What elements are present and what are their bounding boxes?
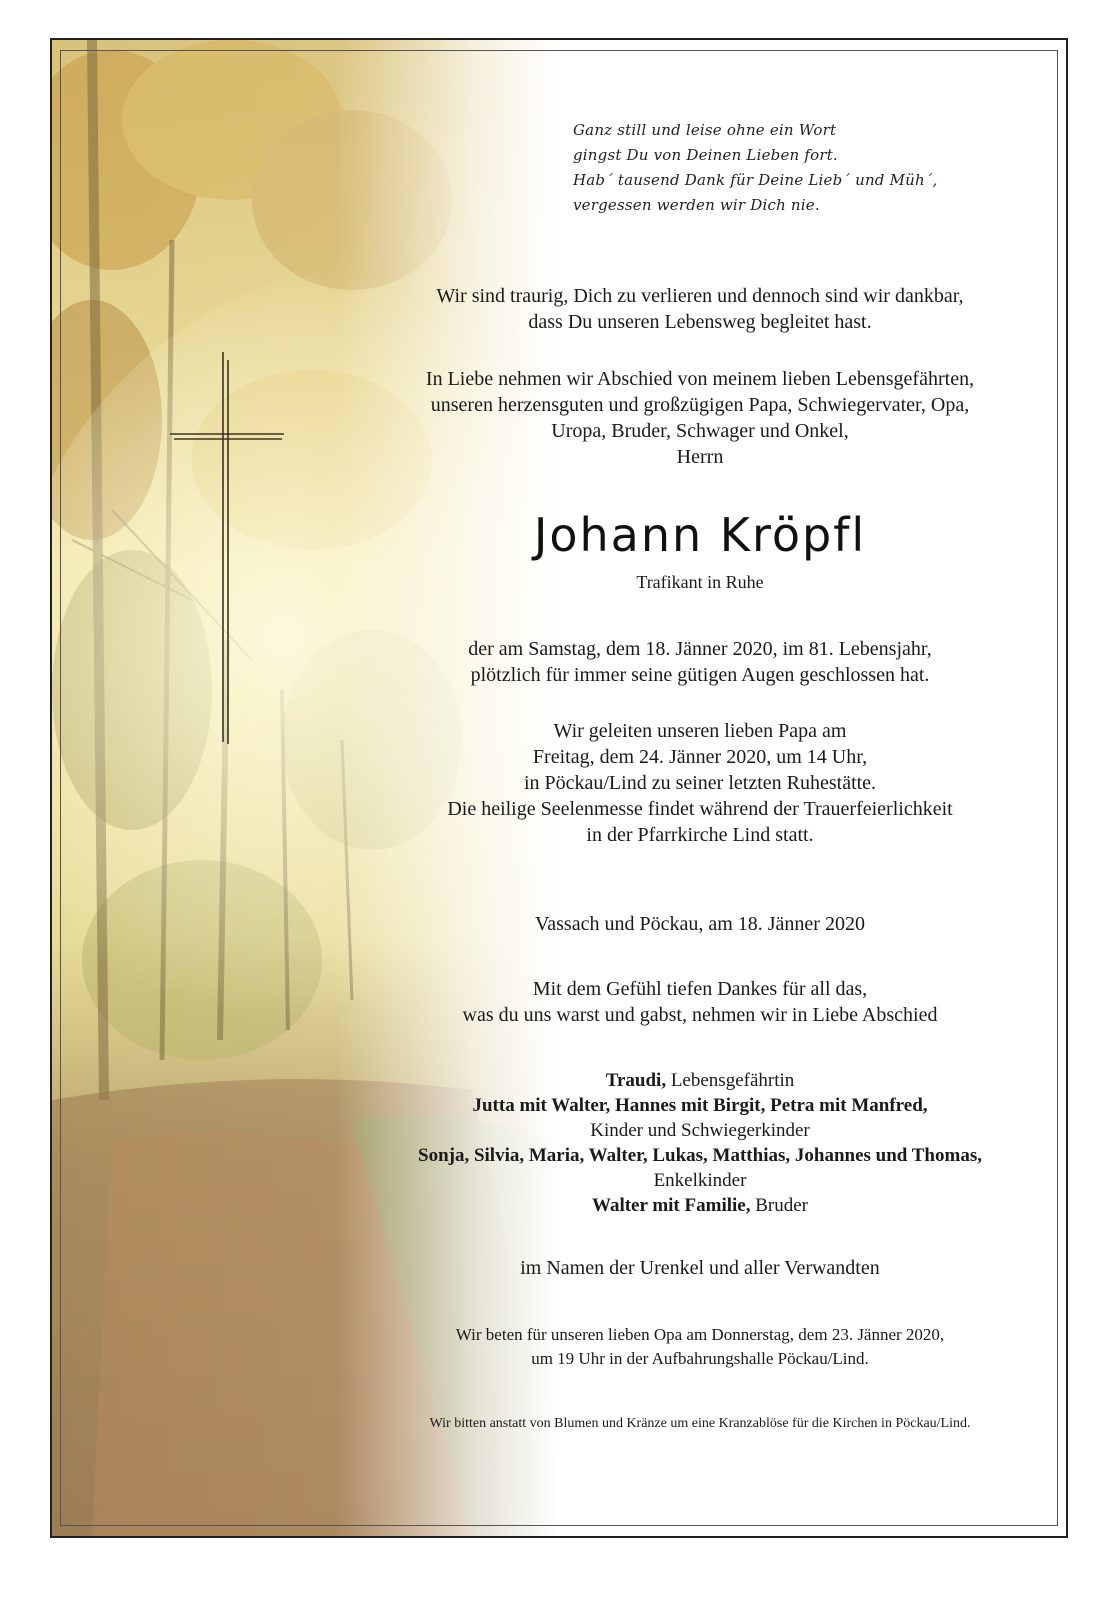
mourner-line bbox=[340, 1168, 1060, 1193]
mourner-line bbox=[340, 1093, 1060, 1118]
mourner-name: Walter mit Familie, bbox=[592, 1195, 751, 1216]
prayer-line: Wir beten für unseren lieben Opa am Donnerstag, dem 23. Jänner 2020, bbox=[455, 1325, 945, 1344]
prayer-text bbox=[340, 1323, 1060, 1371]
poem-line: Hab´ tausend Dank für Deine Lieb´ und Müh´, bbox=[573, 171, 938, 189]
cross-icon bbox=[166, 350, 288, 746]
poem-line: vergessen werden wir Dich nie. bbox=[573, 196, 820, 214]
place-date bbox=[340, 911, 1060, 937]
mourner-name: Jutta mit Walter, Hannes mit Birgit, Petra mit Manfred, bbox=[472, 1095, 928, 1116]
intro-line: dass Du unseren Lebensweg begleitet hast. bbox=[528, 311, 872, 333]
poem-line: Ganz still und leise ohne ein Wort bbox=[573, 121, 837, 139]
mourner-line bbox=[340, 1068, 1060, 1093]
poem-line: gingst Du von Deinen Lieben fort. bbox=[573, 146, 838, 164]
death-line: der am Samstag, dem 18. Jänner 2020, im 81. Lebensjahr, bbox=[468, 638, 932, 660]
prayer-line: um 19 Uhr in der Aufbahrungshalle Pöckau/Lind. bbox=[531, 1349, 869, 1368]
deceased-title: Trafikant in Ruhe bbox=[636, 572, 764, 592]
mourner-line bbox=[340, 1193, 1060, 1218]
death-text bbox=[340, 636, 1060, 688]
farewell-line: Uropa, Bruder, Schwager und Onkel, bbox=[551, 420, 849, 442]
mourner-line bbox=[340, 1118, 1060, 1143]
mourner-relation: Enkelkinder bbox=[653, 1170, 747, 1191]
farewell-line: Herrn bbox=[676, 446, 724, 468]
mourner-line bbox=[340, 1143, 1060, 1168]
farewell-text bbox=[340, 366, 1060, 470]
funeral-line: in Pöckau/Lind zu seiner letzten Ruhestätte. bbox=[523, 772, 877, 794]
funeral-line: Wir geleiten unseren lieben Papa am bbox=[553, 720, 847, 742]
mourner-relation: Bruder bbox=[750, 1195, 808, 1216]
farewell-line: unseren herzensguten und großzügigen Papa, Schwiegervater, Opa, bbox=[430, 394, 970, 416]
farewell-line: In Liebe nehmen wir Abschied von meinem lieben Lebensgefährten, bbox=[425, 368, 975, 390]
flowers-note: Wir bitten anstatt von Blumen und Kränze um eine Kranzablöse für die Kirchen in Pöckau/Lind. bbox=[429, 1416, 971, 1431]
intro-text bbox=[340, 283, 1060, 335]
mourners-list bbox=[340, 1068, 1060, 1218]
mourner-relation: Kinder und Schwiegerkinder bbox=[590, 1120, 810, 1141]
thanks-line: was du uns warst und gabst, nehmen wir in Liebe Abschied bbox=[462, 1004, 938, 1026]
intro-line: Wir sind traurig, Dich zu verlieren und dennoch sind wir dankbar, bbox=[436, 285, 964, 307]
relatives-text bbox=[340, 1255, 1060, 1281]
thanks-text bbox=[340, 976, 1060, 1028]
funeral-line: Freitag, dem 24. Jänner 2020, um 14 Uhr, bbox=[532, 746, 868, 768]
funeral-text bbox=[340, 718, 1060, 848]
deceased-name: Johann Kröpfl bbox=[533, 508, 867, 562]
funeral-line: Die heilige Seelenmesse findet während der Trauerfeierlichkeit bbox=[447, 798, 953, 820]
mourner-name: Sonja, Silvia, Maria, Walter, Lukas, Matthias, Johannes und Thomas, bbox=[418, 1145, 982, 1166]
thanks-line: Mit dem Gefühl tiefen Dankes für all das, bbox=[532, 978, 868, 1000]
mourner-relation: Lebensgefährtin bbox=[666, 1070, 795, 1091]
poem bbox=[573, 118, 973, 218]
mourner-name: Traudi, bbox=[605, 1070, 667, 1091]
relatives-line: im Namen der Urenkel und aller Verwandten bbox=[520, 1257, 880, 1279]
funeral-line: in der Pfarrkirche Lind statt. bbox=[586, 824, 814, 846]
place-date-line: Vassach und Pöckau, am 18. Jänner 2020 bbox=[535, 913, 865, 935]
death-line: plötzlich für immer seine gütigen Augen geschlossen hat. bbox=[470, 664, 930, 686]
